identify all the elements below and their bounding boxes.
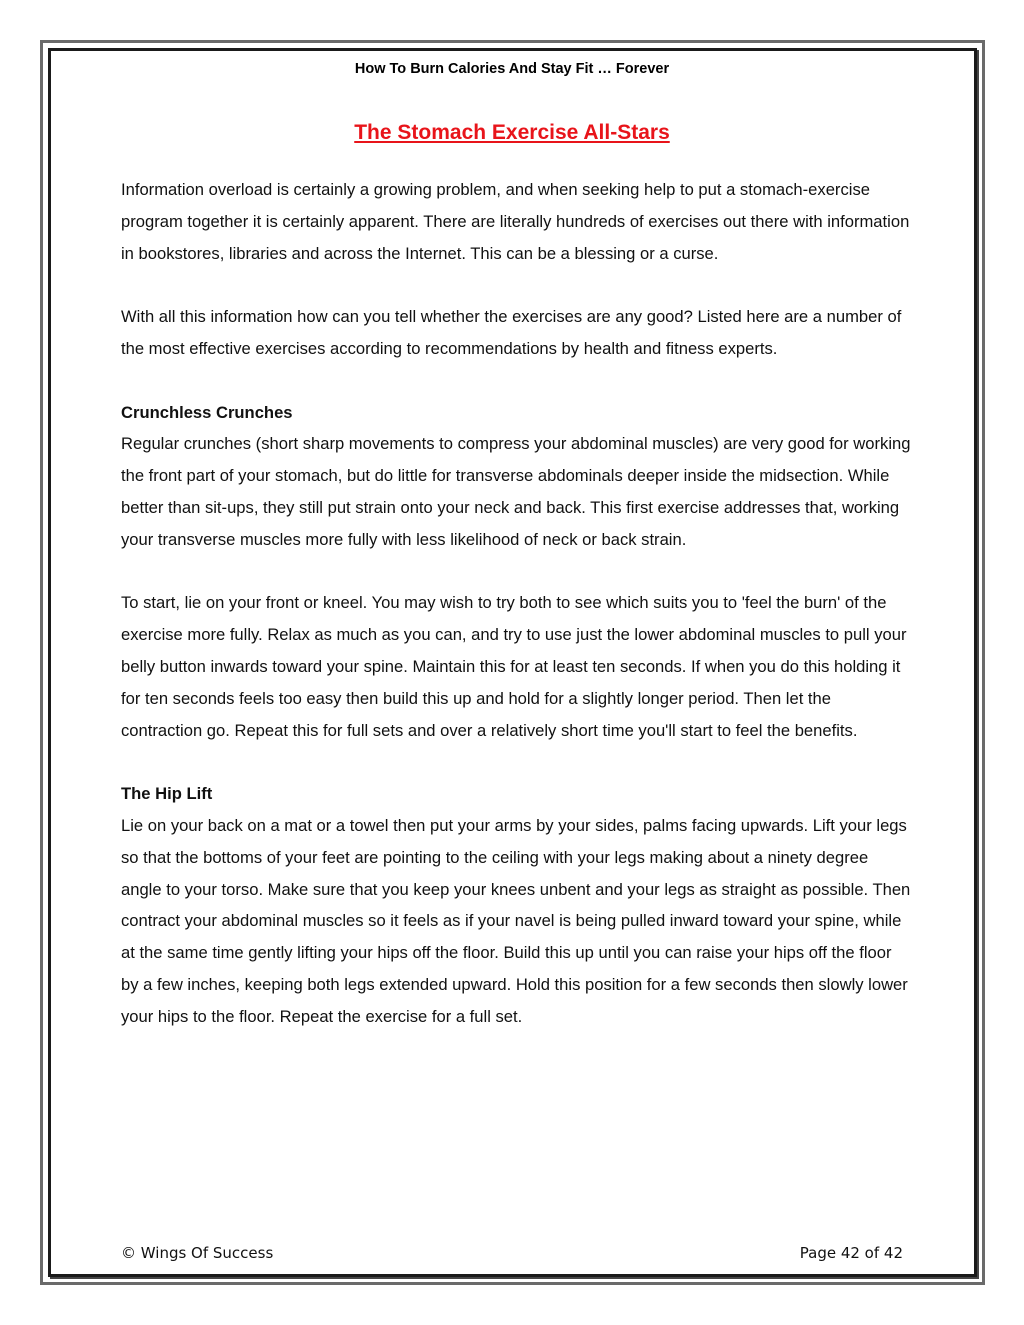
footer-copyright: © Wings Of Success [121,1244,274,1262]
section-heading-crunchless-crunches: Crunchless Crunches [121,402,293,422]
running-header: How To Burn Calories And Stay Fit … Forever [354,61,670,77]
intro-paragraph-1: Information overload is certainly a growing problem, and when seeking help to put a stomach-exercise program together it is certainly apparent. There are literally hundreds of exercises out there with information in bookstores, libraries and across the Internet. This can be a blessing or a curse. [121,180,910,263]
crunchless-crunches-paragraph-2: To start, lie on your front or kneel. You may wish to try both to see which suits you to 'feel the burn' of the exercise more fully. Relax as much as you can, and try to use just the lower abdominal muscles to pull your belly button inwards toward your spine. Maintain this for at least ten seconds. If when you do this holding it for ten seconds feels too easy then build this up and hold for a slightly longer period. Then let the contraction go. Repeat this for full sets and over a relatively short time you'll start to feel the benefits. [121,593,907,740]
section-heading-hip-lift: The Hip Lift [121,784,213,804]
footer-page-number: Page 42 of 42 [799,1244,903,1262]
intro-paragraph-2: With all this information how can you tell whether the exercises are any good? Listed here are a number of the most effective exercises according to recommendations by health and fitness experts. [121,307,902,358]
crunchless-crunches-paragraph-1: Regular crunches (short sharp movements to compress your abdominal muscles) are very good for working the front part of your stomach, but do little for transverse abdominals deeper inside the midsection. While better than sit-ups, they still put strain onto your neck and back. This first exercise addresses that, working your transverse muscles more fully with less likelihood of neck or back strain. [121,434,911,549]
hip-lift-paragraph-1: Lie on your back on a mat or a towel then put your arms by your sides, palms facing upwards. Lift your legs so that the bottoms of your feet are pointing to the ceiling with your legs making about a ninety degree angle to your torso. Make sure that you keep your knees unbent and your legs as straight as possible. Then contract your abdominal muscles so it feels as if your navel is being pulled inward toward your spine, while at the same time gently lifting your hips off the floor. Build this up until you can raise your hips off the floor by a few inches, keeping both legs extended upward. Hold this position for a few seconds then slowly lower your hips to the floor. Repeat the exercise for a full set. [121,815,911,1026]
document-body [121,174,911,1064]
page-title: The Stomach Exercise All-Stars [354,121,670,144]
